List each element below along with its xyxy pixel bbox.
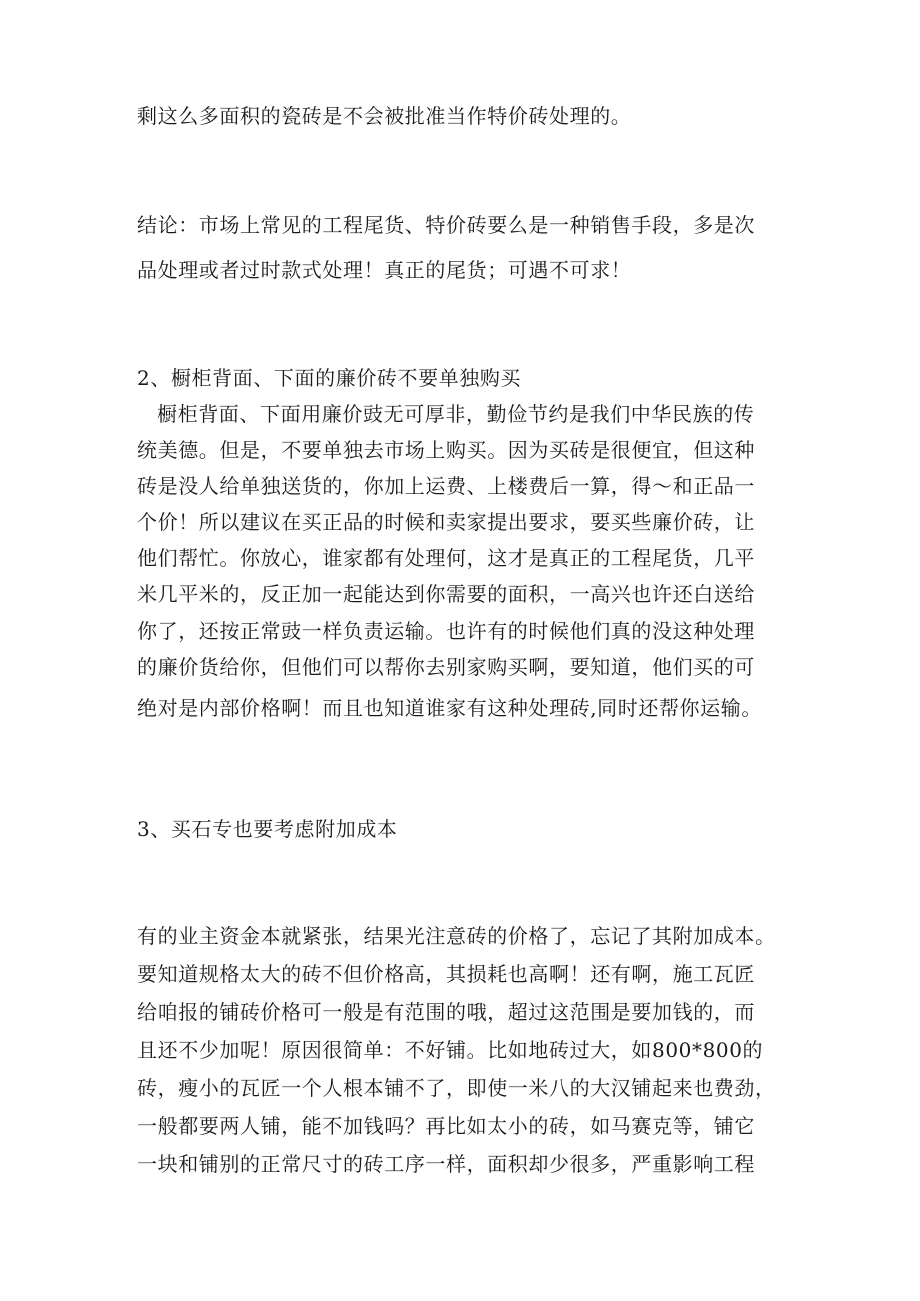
text-line: 橱柜背面、下面用廉价豉无可厚非，勤俭节约是我们中华民族的传	[157, 402, 755, 426]
text-line: 的廉价货给你，但他们可以帮你去别家购买啊，要知道，他们买的可	[137, 655, 755, 679]
text-line: 且还不少加呢！原因很简单：不好铺。比如地砖过大，如800*800的	[137, 1038, 764, 1062]
text-line: 你了，还按正常豉一样负责运输。也许有的时候他们真的没这种处理	[137, 619, 755, 643]
text-line: 个价！所以建议在买正品的时候和卖家提出要求，要买些廉价砖，让	[137, 510, 755, 534]
text-line: 有的业主资金本就紧张，结果光注意砖的价格了，忘记了其附加成本。	[137, 924, 776, 948]
text-line: 砖是没人给单独送货的，你加上运费、上楼费后一算，得～和正品一	[137, 474, 755, 498]
text-line: 要知道规格太大的砖不但价格高，其损耗也高啊！还有啊，施工瓦匠	[137, 962, 755, 986]
section-heading: 2、橱柜背面、下面的廉价砖不要单独购买	[137, 366, 522, 390]
text-line: 砖，瘦小的瓦匠一个人根本铺不了，即使一米八的大汉铺起来也费劲，	[137, 1076, 776, 1100]
text-line: 剩这么多面积的瓷砖是不会被批准当作特价砖处理的。	[137, 104, 632, 128]
text-line: 结论：市场上常见的工程尾货、特价砖要么是一种销售手段，多是次	[137, 213, 755, 237]
text-line: 统美德。但是，不要单独去市场上购买。因为买砖是很便宜，但这种	[137, 438, 755, 462]
text-line: 品处理或者过时款式处理！真正的尾货；可遇不可求！	[137, 258, 632, 282]
text-line: 他们帮忙。你放心，谁家都有处理何，这才是真正的工程尾货，几平	[137, 546, 755, 570]
text-line: 绝对是内部价格啊！而且也知道谁家有这种处理砖,同时还帮你运输。	[137, 696, 762, 720]
section-heading: 3、买石专也要考虑附加成本	[137, 817, 398, 841]
text-line: 米几平米的，反正加一起能达到你需要的面积，一高兴也许还白送给	[137, 582, 755, 606]
text-line: 给咱报的铺砖价格可一般是有范围的哦，超过这范围是要加钱的，而	[137, 1000, 755, 1024]
text-line: 一块和铺别的正常尺寸的砖工序一样，面积却少很多，严重影响工程	[137, 1152, 755, 1176]
text-line: 一般都要两人铺，能不加钱吗？再比如太小的砖，如马赛克等，铺它	[137, 1114, 755, 1138]
